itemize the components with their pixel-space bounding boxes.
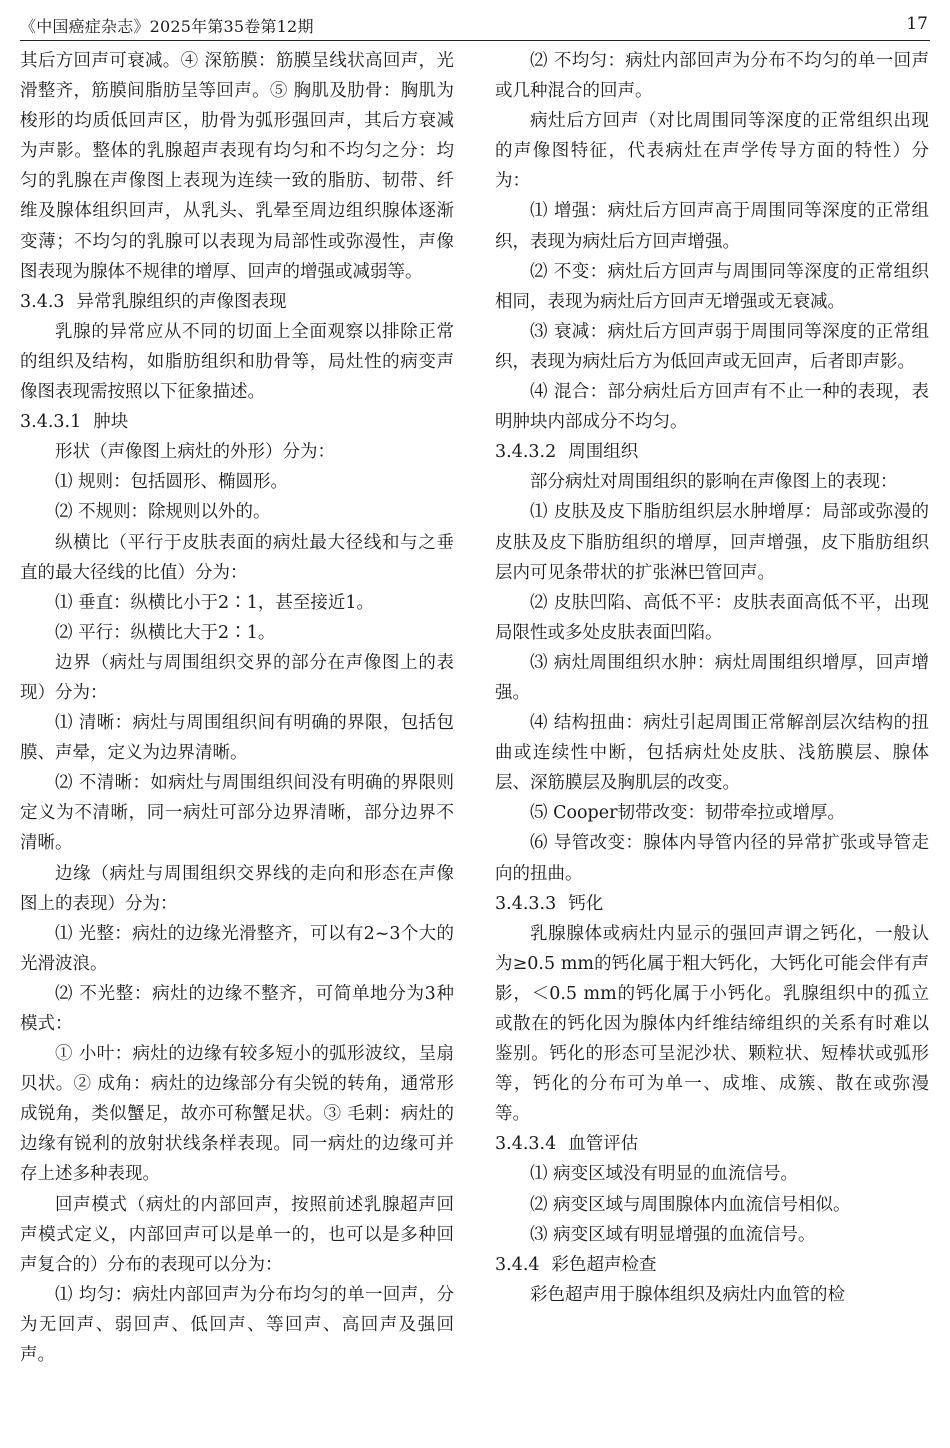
list-item: ⑵ 平行：纵横比大于2∶1。 — [55, 622, 276, 643]
section-heading-3-4-3 — [20, 287, 454, 317]
section-number: 3.4.4 — [495, 1254, 540, 1275]
list-item: ⑵ 不均匀：病灶内部回声为分布不均匀的单一回声或几种混合的回声。 — [495, 51, 929, 102]
list-item: ⑴ 病变区域没有明显的血流信号。 — [530, 1164, 799, 1185]
list-item: ⑴ 规则：包括圆形、椭圆形。 — [55, 472, 289, 493]
list-item: ⑴ 光整：病灶的边缘光滑整齐，可以有2~3个大的光滑波浪。 — [20, 923, 454, 974]
list-item: ⑴ 垂直：纵横比小于2∶1，甚至接近1。 — [55, 592, 374, 613]
list-item: ⑴ 均匀：病灶内部回声为分布均匀的单一回声，分为无回声、弱回声、低回声、等回声、高回声及强回声。 — [20, 1284, 454, 1366]
section-number: 3.4.3.4 — [495, 1134, 557, 1155]
list-item: ① 小叶：病灶的边缘有较多短小的弧形波纹，呈扇贝状。② 成角：病灶的边缘部分有尖锐的转角，通常形成锐角，类似蟹足，故亦可称蟹足状。③ 毛刺：病灶的边缘有锐利的放射状线条样表现。同一病灶的边缘可并存上述多种表现。 — [20, 1044, 454, 1185]
paragraph: 边缘（病灶与周围组织交界线的走向和形态在声像图上的表现）分为： — [20, 863, 454, 914]
list-item: ⑸ Cooper韧带改变：韧带牵拉或增厚。 — [530, 803, 845, 824]
list-item: ⑵ 不光整：病灶的边缘不整齐，可简单地分为3种模式： — [20, 983, 454, 1034]
section-number: 3.4.3.1 — [20, 412, 82, 433]
running-header — [20, 12, 930, 41]
paragraph: 病灶后方回声（对比周围同等深度的正常组织出现的声像图特征，代表病灶在声学传导方面的特性）分为： — [495, 111, 929, 192]
section-heading-3-4-3-3 — [495, 889, 929, 919]
list-item: ⑵ 病变区域与周围腺体内血流信号相似。 — [530, 1194, 851, 1215]
list-item: ⑶ 病灶周围组织水肿：病灶周围组织增厚，回声增强。 — [495, 652, 929, 703]
paragraph: 纵横比（平行于皮肤表面的病灶最大径线和与之垂直的最大径线的比值）分为： — [20, 532, 454, 583]
section-heading-3-4-3-4 — [495, 1129, 929, 1159]
list-item: ⑴ 清晰：病灶与周围组织间有明确的界限，包括包膜、声晕，定义为边界清晰。 — [20, 713, 454, 764]
page-number: 17 — [906, 14, 928, 34]
list-item: ⑹ 导管改变：腺体内导管内径的异常扩张或导管走向的扭曲。 — [495, 833, 929, 884]
list-item: ⑵ 皮肤凹陷、高低不平：皮肤表面高低不平，出现局限性或多处皮肤表面凹陷。 — [495, 592, 929, 643]
paragraph: 形状（声像图上病灶的外形）分为： — [55, 442, 335, 463]
paragraph: 回声模式（病灶的内部回声，按照前述乳腺超声回声模式定义，内部回声可以是单一的，也可以是多种回声复合的）分布的表现可以分为： — [20, 1194, 454, 1275]
section-number: 3.4.3.3 — [495, 893, 557, 914]
paragraph: 乳腺腺体或病灶内显示的强回声谓之钙化，一般认为≥0.5 mm的钙化属于粗大钙化，大钙化可能会伴有声影，＜0.5 mm的钙化属于小钙化。乳腺组织中的孤立或散在的钙化因为腺体内纤维结缔组织的关系有时难以鉴别。钙化的形态可呈泥沙状、颗粒状、短棒状或弧形等，钙化的分布可为单一、成堆、成簇、散在或弥漫等。 — [495, 923, 929, 1125]
list-item: ⑶ 衰减：病灶后方回声弱于周围同等深度的正常组织，表现为病灶后方为低回声或无回声，后者即声影。 — [495, 321, 929, 372]
right-column — [495, 46, 929, 1442]
list-item: ⑵ 不清晰：如病灶与周围组织间没有明确的界限则定义为不清晰，同一病灶可部分边界清晰，部分边界不清晰。 — [20, 773, 454, 854]
section-title: 周围组织 — [568, 442, 639, 463]
section-number: 3.4.3 — [20, 291, 65, 312]
section-title: 肿块 — [93, 412, 129, 433]
list-item: ⑷ 结构扭曲：病灶引起周围正常解剖层次结构的扭曲或连续性中断，包括病灶处皮肤、浅筋膜层、腺体层、深筋膜层及胸肌层的改变。 — [495, 713, 929, 794]
paragraph: 部分病灶对周围组织的影响在声像图上的表现： — [530, 472, 898, 493]
list-item: ⑷ 混合：部分病灶后方回声有不止一种的表现，表明肿块内部成分不均匀。 — [495, 382, 929, 433]
list-item: ⑶ 病变区域有明显增强的血流信号。 — [530, 1224, 816, 1245]
section-heading-3-4-3-2 — [495, 437, 929, 467]
list-item: ⑴ 增强：病灶后方回声高于周围同等深度的正常组织，表现为病灶后方回声增强。 — [495, 201, 929, 252]
paragraph: 其后方回声可衰减。④ 深筋膜：筋膜呈线状高回声，光滑整齐，筋膜间脂肪呈等回声。⑤ 胸肌及肋骨：胸肌为梭形的均质低回声区，肋骨为弧形强回声，其后方衰减为声影。整体的乳腺超声表现有均匀和不均匀之分：均匀的乳腺在声像图上表现为连续一致的脂肪、韧带、纤维及腺体组织回声，从乳头、乳晕至周边组织腺体逐渐变薄；不均匀的乳腺可以表现为局部性或弥漫性，声像图表现为腺体不规律的增厚、回声的增强或减弱等。 — [20, 51, 454, 282]
paragraph: 边界（病灶与周围组织交界的部分在声像图上的表现）分为： — [20, 652, 454, 703]
left-column — [20, 46, 454, 1442]
list-item: ⑴ 皮肤及皮下脂肪组织层水肿增厚：局部或弥漫的皮肤及皮下脂肪组织的增厚，回声增强，皮下脂肪组织层内可见条带状的扩张淋巴管回声。 — [495, 502, 929, 583]
paragraph: 乳腺的异常应从不同的切面上全面观察以排除正常的组织及结构，如脂肪组织和肋骨等，局灶性的病变声像图表现需按照以下征象描述。 — [20, 321, 454, 403]
section-heading-3-4-3-1 — [20, 407, 454, 437]
journal-citation: 《中国癌症杂志》2025年第35卷第12期 — [20, 17, 314, 36]
section-heading-3-4-4 — [495, 1250, 929, 1280]
paragraph: 彩色超声用于腺体组织及病灶内血管的检 — [530, 1284, 845, 1305]
section-title: 钙化 — [568, 893, 604, 914]
section-title: 异常乳腺组织的声像图表现 — [76, 291, 287, 312]
list-item: ⑵ 不变：病灶后方回声与周围同等深度的正常组织相同，表现为病灶后方回声无增强或无衰减。 — [495, 261, 929, 312]
section-title: 彩色超声检查 — [551, 1254, 657, 1275]
list-item: ⑵ 不规则：除规则以外的。 — [55, 502, 271, 523]
section-title: 血管评估 — [568, 1134, 639, 1155]
section-number: 3.4.3.2 — [495, 442, 557, 463]
